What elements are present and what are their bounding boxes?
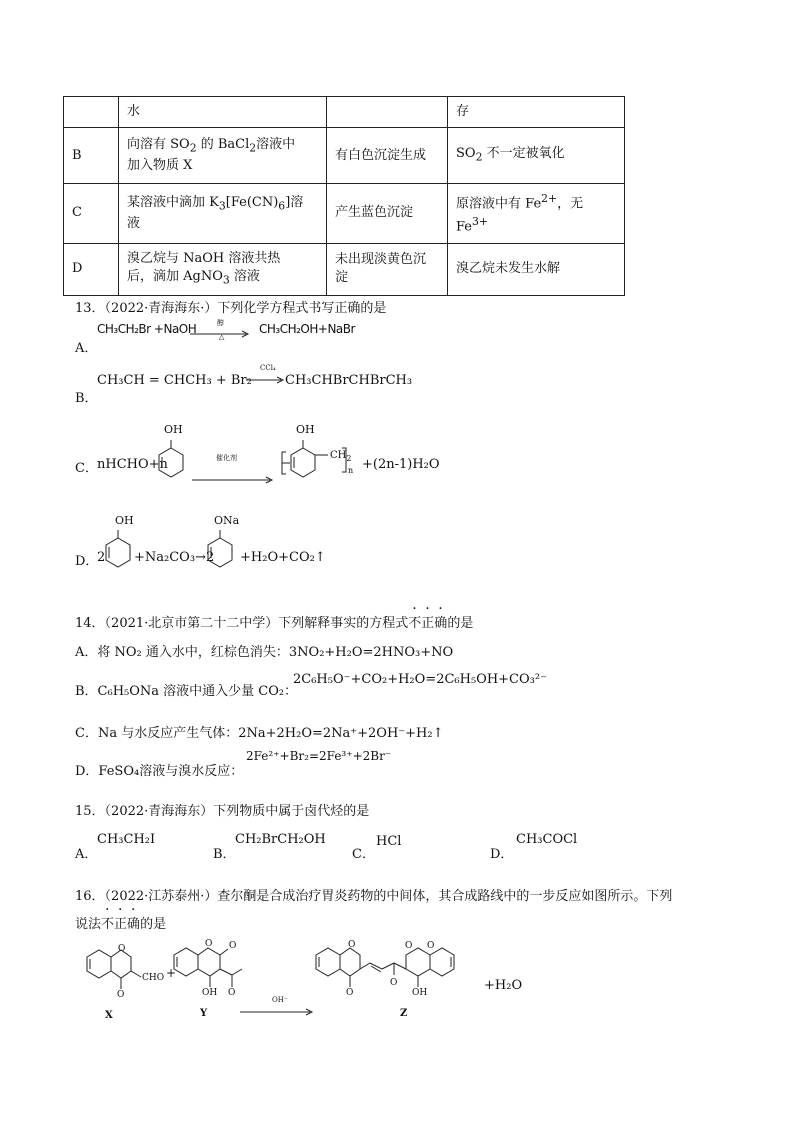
table-cell: 溴乙烷未发生水解 [448, 243, 625, 296]
carbonyl-oxygen: O [405, 941, 413, 951]
row-label: D [64, 243, 119, 296]
question-15-stem: 15．（2022·青海海东）下列物质中属于卤代烃的是 [75, 804, 370, 819]
oh-group-label: OH [115, 514, 134, 527]
option-b-text: B．C₆H₅ONa 溶液中通入少量 CO₂： [75, 684, 298, 699]
compound-z-structure [312, 935, 482, 1005]
oh-group-label: OH [296, 423, 315, 436]
coefficient: 2 [97, 550, 106, 565]
equation-products: +H₂O+CO₂↑ [240, 550, 326, 565]
experiment-table [63, 96, 625, 296]
oh-group-label: OH [202, 988, 218, 998]
table-row [64, 243, 625, 296]
option-label: C． [352, 847, 375, 862]
table-cell: 某溶液中滴加 $K_3[Fe(CN)_6]$溶 液 [119, 184, 327, 244]
reaction-condition: CCl₄ [260, 364, 276, 372]
ring-oxygen: O [348, 940, 356, 950]
table-cell [64, 97, 119, 128]
table-cell: 水 [119, 97, 327, 128]
table-cell: 原溶液中有 $Fe^{2+}$，无 $Fe^{3+}$ [448, 184, 625, 244]
question-14-stem: 14．（2021·北京市第二十二中学）下列解释事实的方程式不正确的是 [75, 616, 474, 631]
equation-middle: +Na₂CO₃→2 [134, 550, 215, 565]
option-d-formula: CH₃COCl [516, 832, 578, 847]
ch2-group: $CH_2$ [330, 450, 352, 463]
table-row [64, 184, 625, 244]
table-cell: 有白色沉淀生成 [327, 128, 448, 184]
reaction-arrow [240, 1008, 314, 1016]
cho-group-label: CHO [142, 973, 165, 983]
sodium-phenoxide-ring [207, 530, 237, 578]
option-label: B． [213, 847, 236, 862]
ring-oxygen: O [427, 941, 435, 951]
carbonyl-oxygen: O [346, 988, 354, 998]
option-b-formula: CH₂BrCH₂OH [235, 832, 326, 847]
equation-products: CH₃CH₂OH+NaBr [259, 322, 355, 336]
equation-products: CH₃CHBrCHBrCH₃ [285, 373, 413, 388]
reaction-condition: 催化剂 [216, 454, 237, 462]
compound-z-label: Z [400, 1008, 408, 1019]
table-cell: 溴乙烷与 NaOH 溶液共热 后，滴加 AgNO$_3$ 溶液 [119, 243, 327, 296]
carbonyl-oxygen: O [390, 978, 398, 988]
compound-y-label: Y [200, 1008, 208, 1019]
table-cell: 存 [448, 97, 625, 128]
row-label: C [64, 184, 119, 244]
carbonyl-oxygen: O [229, 941, 237, 951]
ring-oxygen: O [118, 944, 126, 954]
plus-sign: + [166, 966, 177, 980]
option-d-text: D．FeSO₄溶液与溴水反应： [75, 764, 244, 779]
reaction-arrow [246, 376, 286, 384]
question-16-stem-continued: 说法不正确的是 [75, 917, 167, 932]
phenol-ring [105, 530, 135, 578]
option-label: B． [75, 391, 98, 406]
table-cell: $SO_2$ 不一定被氧化 [448, 128, 625, 184]
table-cell: 向溶有 $SO_2$ 的 BaCl$_2$溶液中 加入物质 X [119, 128, 327, 184]
option-a-formula: CH₃CH₂I [97, 832, 156, 847]
row-label: B [64, 128, 119, 184]
option-label: A． [75, 341, 98, 356]
water-product: +H₂O [484, 978, 523, 993]
ona-group-label: ONa [214, 514, 240, 527]
table-cell: 产生蓝色沉淀 [327, 184, 448, 244]
option-label: C． [75, 461, 98, 476]
table-cell: 未出现淡黄色沉 淀 [327, 243, 448, 296]
option-label: D． [75, 554, 99, 569]
reaction-arrow [192, 476, 274, 484]
reaction-condition: OH⁻ [272, 996, 288, 1004]
phenol-resin-structure [282, 440, 362, 488]
table-row [64, 128, 625, 184]
reaction-condition: 醇 [217, 319, 224, 327]
reaction-arrow [190, 330, 250, 338]
oh-group-label: OH [412, 988, 428, 998]
option-a: A．将 NO₂ 通入水中，红棕色消失：3NO₂+H₂O=2HNO₃+NO [75, 645, 454, 660]
compound-y-structure [168, 935, 258, 1015]
option-c-formula: HCl [376, 834, 402, 849]
carbonyl-oxygen: O [228, 988, 236, 998]
carbonyl-oxygen: O [117, 990, 125, 1000]
polymer-n: n [348, 466, 354, 475]
option-label: A． [75, 847, 98, 862]
equation-reactants: CH₃CH = CHCH₃ + Br₂ [97, 373, 252, 388]
reaction-condition: △ [219, 333, 225, 341]
question-16-stem: 16．（2022·江苏泰州·）查尔酮是合成治疗胃炎药物的中间体，其合成路线中的一步反应如图所示。下列 [75, 889, 673, 904]
ring-oxygen: O [205, 939, 213, 949]
equation-reactants: nHCHO+n [97, 457, 168, 472]
option-d-equation: 2Fe²⁺+Br₂=2Fe³⁺+2Br⁻ [246, 749, 392, 763]
option-b-equation: 2C₆H₅O⁻+CO₂+H₂O=2C₆H₅OH+CO₃²⁻ [293, 672, 547, 687]
option-label: D． [490, 847, 514, 862]
equation-reactants: CH₃CH₂Br +NaOH [97, 322, 197, 336]
table-row [64, 97, 625, 128]
oh-group-label: OH [164, 423, 183, 436]
option-c: C．Na 与水反应产生气体：2Na+2H₂O=2Na⁺+2OH⁻+H₂↑ [75, 726, 444, 741]
compound-x-label: X [105, 1010, 113, 1021]
phenol-ring [158, 440, 188, 488]
equation-products: +(2n-1)H₂O [362, 457, 440, 472]
question-13-stem: 13．（2022·青海海东·）下列化学方程式书写正确的是 [75, 301, 387, 316]
table-cell [327, 97, 448, 128]
